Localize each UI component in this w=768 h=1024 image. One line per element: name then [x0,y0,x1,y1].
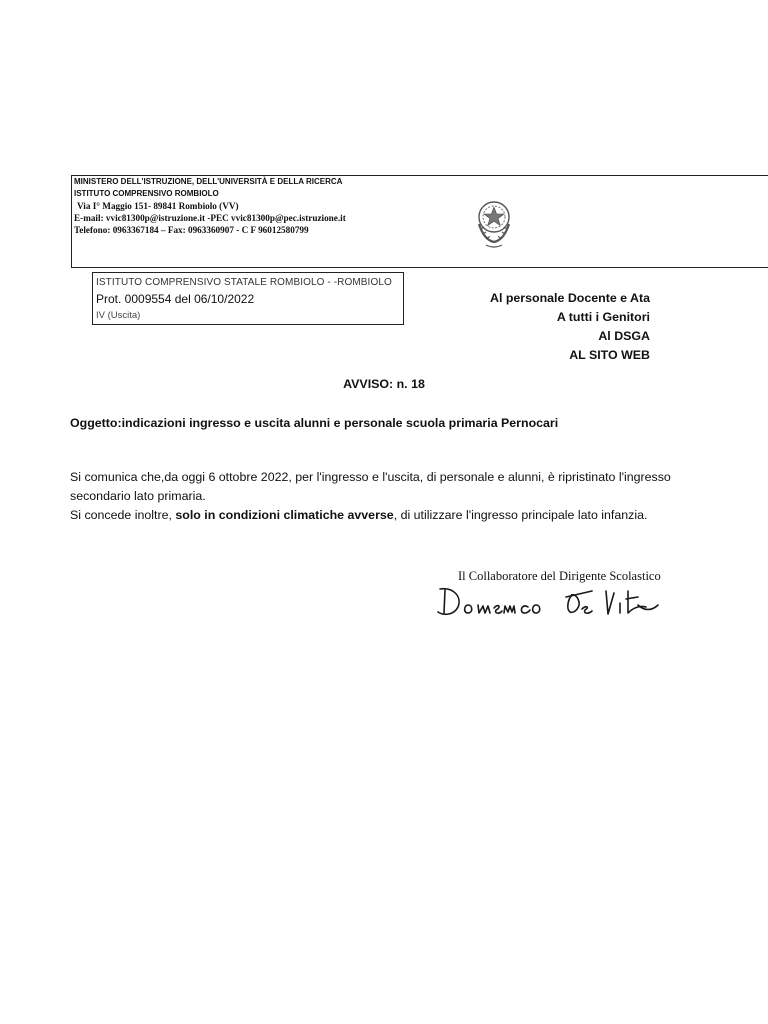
italian-republic-emblem-icon [474,198,514,250]
protocol-institute: ISTITUTO COMPRENSIVO STATALE ROMBIOLO - -ROMBIOLO [96,277,392,288]
recipients-block [490,289,650,365]
handwritten-signature [432,583,664,623]
recipient-parents: A tutti i Genitori [556,310,650,324]
school-phone: Telefono: 0963367184 – Fax: 0963360907 - C F 96012580799 [74,225,309,235]
recipient-dsga: Al DSGA [598,329,650,343]
protocol-stamp [92,272,404,325]
ministry-name: MINISTERO DELL'ISTRUZIONE, DELL'UNIVERSITÀ E DELLA RICERCA [74,177,343,186]
body-paragraph-2 [70,506,700,525]
signer-role: Il Collaboratore del Dirigente Scolastico [458,569,661,583]
protocol-category: IV (Uscita) [96,310,141,321]
notice-title: AVVISO: n. 18 [343,377,425,391]
school-address: Via I° Maggio 151- 89841 Rombiolo (VV) [77,201,239,211]
body-paragraph-1: Si comunica che,da oggi 6 ottobre 2022, per l'ingresso e l'uscita, di personale e alunni, è ripristinato l'ingresso secondario lato primaria. [70,470,671,503]
school-email: E-mail: vvic81300p@istruzione.it -PEC vvic81300p@pec.istruzione.it [74,213,346,223]
body-paragraph-2-end: , di utilizzare l'ingresso principale lato infanzia. [393,508,648,522]
recipient-website: AL SITO WEB [569,348,650,362]
protocol-number: Prot. 0009554 del 06/10/2022 [96,292,255,306]
body-paragraph-2-emphasis: solo in condizioni climatiche avverse [175,508,394,522]
notice-body [70,468,700,525]
school-name: ISTITUTO COMPRENSIVO ROMBIOLO [74,189,219,198]
letterhead [71,175,768,268]
recipient-staff: Al personale Docente e Ata [490,291,650,305]
body-paragraph-2-start: Si concede inoltre, [70,508,176,522]
notice-subject: Oggetto:indicazioni ingresso e uscita alunni e personale scuola primaria Pernocari [70,416,559,430]
